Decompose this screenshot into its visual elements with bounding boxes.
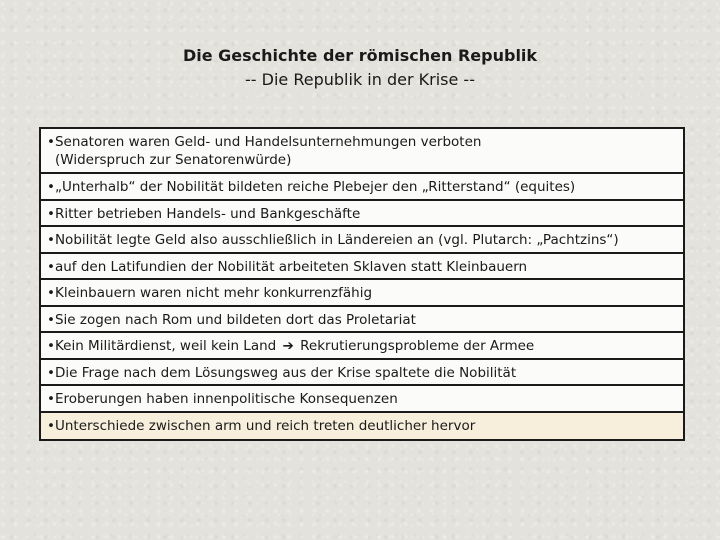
bullet-row [41, 174, 683, 201]
title-subtitle: -- Die Republik in der Krise -- [245, 70, 475, 89]
right-arrow-icon: ➔ [282, 338, 294, 354]
bullet-text-before-arrow: •Kein Militärdienst, weil kein Land [47, 338, 277, 354]
bullet-text: •Die Frage nach dem Lösungsweg aus der Krise spaltete die Nobilität [47, 364, 517, 381]
bullet-text: •Eroberungen haben innenpolitische Konsequenzen [47, 391, 398, 407]
bullet-table [39, 127, 685, 441]
bullet-text: •Sie zogen nach Rom und bildeten dort das Proletariat [47, 311, 416, 328]
bullet-row [41, 280, 683, 307]
bullet-row [41, 129, 683, 174]
bullet-text: •Nobilität legte Geld also ausschließlich in Ländereien an (vgl. Plutarch: „Pachtzins“) [47, 232, 619, 248]
bullet-subtext: (Widerspruch zur Senatorenwürde) [55, 152, 292, 168]
bullet-text: •Unterschiede zwischen arm und reich treten deutlicher hervor [47, 417, 476, 434]
bullet-text: •auf den Latifundien der Nobilität arbeiteten Sklaven statt Kleinbauern [47, 258, 528, 275]
bullet-row [41, 360, 683, 387]
bullet-text: •„Unterhalb“ der Nobilität bildeten reiche Plebejer den „Ritterstand“ (equites) [47, 179, 576, 195]
bullet-row [41, 227, 683, 254]
bullet-row [41, 333, 683, 360]
bullet-text: •Ritter betrieben Handels- und Bankgeschäfte [47, 205, 361, 222]
slide-title [0, 44, 720, 92]
bullet-row [41, 201, 683, 228]
bullet-row-highlighted [41, 413, 683, 440]
bullet-text: •Senatoren waren Geld- und Handelsunternehmungen verboten [47, 134, 482, 150]
title-main: Die Geschichte der römischen Republik [182, 46, 538, 65]
bullet-row [41, 386, 683, 413]
bullet-row [41, 307, 683, 334]
bullet-text: •Kleinbauern waren nicht mehr konkurrenzfähig [47, 285, 373, 301]
bullet-text-after-arrow: Rekrutierungsprobleme der Armee [300, 338, 535, 354]
bullet-row [41, 254, 683, 281]
